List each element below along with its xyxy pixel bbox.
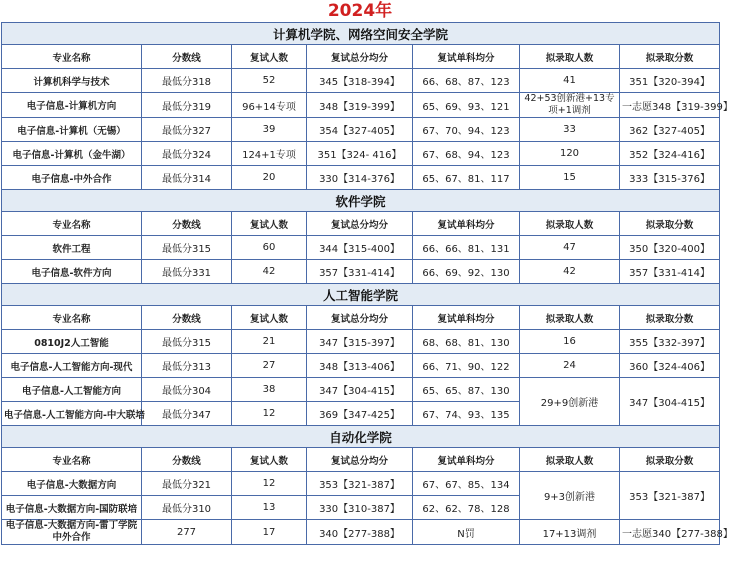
single-cell: N罚 xyxy=(413,520,520,545)
header-row xyxy=(2,306,720,330)
header-score: 拟录取分数 xyxy=(620,306,720,330)
single-cell: 66、68、87、123 xyxy=(413,69,520,93)
count-cell: 96+14专项 xyxy=(232,93,307,118)
header-count: 复试人数 xyxy=(232,212,307,236)
table-row xyxy=(2,260,720,284)
header-score: 拟录取分数 xyxy=(620,212,720,236)
line-cell: 最低分315 xyxy=(142,236,232,260)
major-cell: 电子信息-人工智能方向-中大联培 xyxy=(2,402,142,426)
count-cell: 38 xyxy=(232,378,307,402)
header-total: 复试总分均分 xyxy=(307,448,413,472)
header-line: 分数线 xyxy=(142,45,232,69)
header-admit: 拟录取人数 xyxy=(520,45,620,69)
section-title-row xyxy=(2,23,720,45)
admission-table xyxy=(1,22,733,545)
admit-cell: 17+13调剂 xyxy=(520,520,620,545)
major-cell: 软件工程 xyxy=(2,236,142,260)
total-cell: 347【315-397】 xyxy=(307,330,413,354)
count-cell: 60 xyxy=(232,236,307,260)
major-cell: 电子信息-大数据方向-国防联培 xyxy=(2,496,142,520)
total-cell: 344【315-400】 xyxy=(307,236,413,260)
line-cell: 277 xyxy=(142,520,232,545)
admit-cell: 42 xyxy=(520,260,620,284)
total-cell: 357【331-414】 xyxy=(307,260,413,284)
table-row xyxy=(2,236,720,260)
major-cell: 电子信息-中外合作 xyxy=(2,166,142,190)
header-total: 复试总分均分 xyxy=(307,45,413,69)
header-major: 专业名称 xyxy=(2,448,142,472)
count-cell: 27 xyxy=(232,354,307,378)
header-single: 复试单科均分 xyxy=(413,448,520,472)
table-row xyxy=(2,378,720,402)
line-cell: 最低分324 xyxy=(142,142,232,166)
header-single: 复试单科均分 xyxy=(413,306,520,330)
count-cell: 21 xyxy=(232,330,307,354)
count-cell: 17 xyxy=(232,520,307,545)
line-cell: 最低分347 xyxy=(142,402,232,426)
admit-cell: 9+3创新港 xyxy=(520,472,620,520)
header-major: 专业名称 xyxy=(2,212,142,236)
single-cell: 65、65、87、130 xyxy=(413,378,520,402)
header-line: 分数线 xyxy=(142,448,232,472)
count-cell: 12 xyxy=(232,472,307,496)
header-admit: 拟录取人数 xyxy=(520,306,620,330)
total-cell: 340【277-388】 xyxy=(307,520,413,545)
header-row xyxy=(2,45,720,69)
score-cell: 333【315-376】 xyxy=(620,166,720,190)
header-total: 复试总分均分 xyxy=(307,212,413,236)
score-cell: 一志愿348【319-399】 xyxy=(620,93,720,118)
major-cell: 电子信息-软件方向 xyxy=(2,260,142,284)
table-row xyxy=(2,142,720,166)
single-cell: 68、68、81、130 xyxy=(413,330,520,354)
major-cell: 0810J2人工智能 xyxy=(2,330,142,354)
header-major: 专业名称 xyxy=(2,306,142,330)
admit-cell: 41 xyxy=(520,69,620,93)
total-cell: 347【304-415】 xyxy=(307,378,413,402)
count-cell: 13 xyxy=(232,496,307,520)
admit-cell: 120 xyxy=(520,142,620,166)
header-single: 复试单科均分 xyxy=(413,45,520,69)
header-count: 复试人数 xyxy=(232,45,307,69)
table-row xyxy=(2,472,720,496)
total-cell: 348【313-406】 xyxy=(307,354,413,378)
admit-cell: 47 xyxy=(520,236,620,260)
section-title: 软件学院 xyxy=(2,190,720,212)
total-cell: 369【347-425】 xyxy=(307,402,413,426)
section-title-row xyxy=(2,284,720,306)
header-row xyxy=(2,448,720,472)
header-admit: 拟录取人数 xyxy=(520,448,620,472)
header-line: 分数线 xyxy=(142,306,232,330)
score-cell: 352【324-416】 xyxy=(620,142,720,166)
total-cell: 354【327-405】 xyxy=(307,118,413,142)
header-count: 复试人数 xyxy=(232,448,307,472)
line-cell: 最低分314 xyxy=(142,166,232,190)
admit-cell: 42+53创新港+13专项+1调剂 xyxy=(520,93,620,118)
single-cell: 67、70、94、123 xyxy=(413,118,520,142)
major-cell: 电子信息-人工智能方向 xyxy=(2,378,142,402)
count-cell: 39 xyxy=(232,118,307,142)
single-cell: 66、71、90、122 xyxy=(413,354,520,378)
major-cell: 电子信息-大数据方向-雷丁学院中外合作 xyxy=(2,520,142,545)
count-cell: 12 xyxy=(232,402,307,426)
header-score: 拟录取分数 xyxy=(620,448,720,472)
table-row xyxy=(2,354,720,378)
score-cell: 355【332-397】 xyxy=(620,330,720,354)
header-major: 专业名称 xyxy=(2,45,142,69)
table-row xyxy=(2,520,720,545)
line-cell: 最低分319 xyxy=(142,93,232,118)
section-title: 人工智能学院 xyxy=(2,284,720,306)
admit-cell: 16 xyxy=(520,330,620,354)
score-cell: 351【320-394】 xyxy=(620,69,720,93)
header-total: 复试总分均分 xyxy=(307,306,413,330)
count-cell: 124+1专项 xyxy=(232,142,307,166)
table-row xyxy=(2,69,720,93)
single-cell: 65、67、81、117 xyxy=(413,166,520,190)
admit-cell: 15 xyxy=(520,166,620,190)
score-cell: 360【324-406】 xyxy=(620,354,720,378)
score-cell: 362【327-405】 xyxy=(620,118,720,142)
single-cell: 67、67、85、134 xyxy=(413,472,520,496)
page-title: 2024年 xyxy=(327,1,393,21)
table-row xyxy=(2,93,720,118)
admit-cell: 29+9创新港 xyxy=(520,378,620,426)
line-cell: 最低分310 xyxy=(142,496,232,520)
header-score: 拟录取分数 xyxy=(620,45,720,69)
single-cell: 67、68、94、123 xyxy=(413,142,520,166)
total-cell: 330【310-387】 xyxy=(307,496,413,520)
score-cell: 347【304-415】 xyxy=(620,378,720,426)
line-cell: 最低分331 xyxy=(142,260,232,284)
table-row xyxy=(2,330,720,354)
line-cell: 最低分304 xyxy=(142,378,232,402)
section-title: 计算机学院、网络空间安全学院 xyxy=(2,23,720,45)
header-row xyxy=(2,212,720,236)
line-cell: 最低分327 xyxy=(142,118,232,142)
table-row xyxy=(2,166,720,190)
score-cell: 357【331-414】 xyxy=(620,260,720,284)
line-cell: 最低分318 xyxy=(142,69,232,93)
score-cell: 353【321-387】 xyxy=(620,472,720,520)
major-cell: 计算机科学与技术 xyxy=(2,69,142,93)
header-count: 复试人数 xyxy=(232,306,307,330)
admit-cell: 33 xyxy=(520,118,620,142)
total-cell: 345【318-394】 xyxy=(307,69,413,93)
admit-cell: 24 xyxy=(520,354,620,378)
major-cell: 电子信息-计算机（无锡） xyxy=(2,118,142,142)
total-cell: 330【314-376】 xyxy=(307,166,413,190)
score-cell: 一志愿340【277-388】 xyxy=(620,520,720,545)
single-cell: 67、74、93、135 xyxy=(413,402,520,426)
line-cell: 最低分313 xyxy=(142,354,232,378)
header-admit: 拟录取人数 xyxy=(520,212,620,236)
table-row xyxy=(2,118,720,142)
single-cell: 62、62、78、128 xyxy=(413,496,520,520)
count-cell: 52 xyxy=(232,69,307,93)
line-cell: 最低分315 xyxy=(142,330,232,354)
single-cell: 65、69、93、121 xyxy=(413,93,520,118)
total-cell: 348【319-399】 xyxy=(307,93,413,118)
header-single: 复试单科均分 xyxy=(413,212,520,236)
major-cell: 电子信息-大数据方向 xyxy=(2,472,142,496)
count-cell: 42 xyxy=(232,260,307,284)
section-title-row xyxy=(2,426,720,448)
major-cell: 电子信息-计算机（金牛湖） xyxy=(2,142,142,166)
count-cell: 20 xyxy=(232,166,307,190)
single-cell: 66、66、81、131 xyxy=(413,236,520,260)
total-cell: 353【321-387】 xyxy=(307,472,413,496)
major-cell: 电子信息-人工智能方向-现代 xyxy=(2,354,142,378)
total-cell: 351【324- 416】 xyxy=(307,142,413,166)
header-line: 分数线 xyxy=(142,212,232,236)
section-title-row xyxy=(2,190,720,212)
major-cell: 电子信息-计算机方向 xyxy=(2,93,142,118)
score-cell: 350【320-400】 xyxy=(620,236,720,260)
section-title: 自动化学院 xyxy=(2,426,720,448)
single-cell: 66、69、92、130 xyxy=(413,260,520,284)
line-cell: 最低分321 xyxy=(142,472,232,496)
